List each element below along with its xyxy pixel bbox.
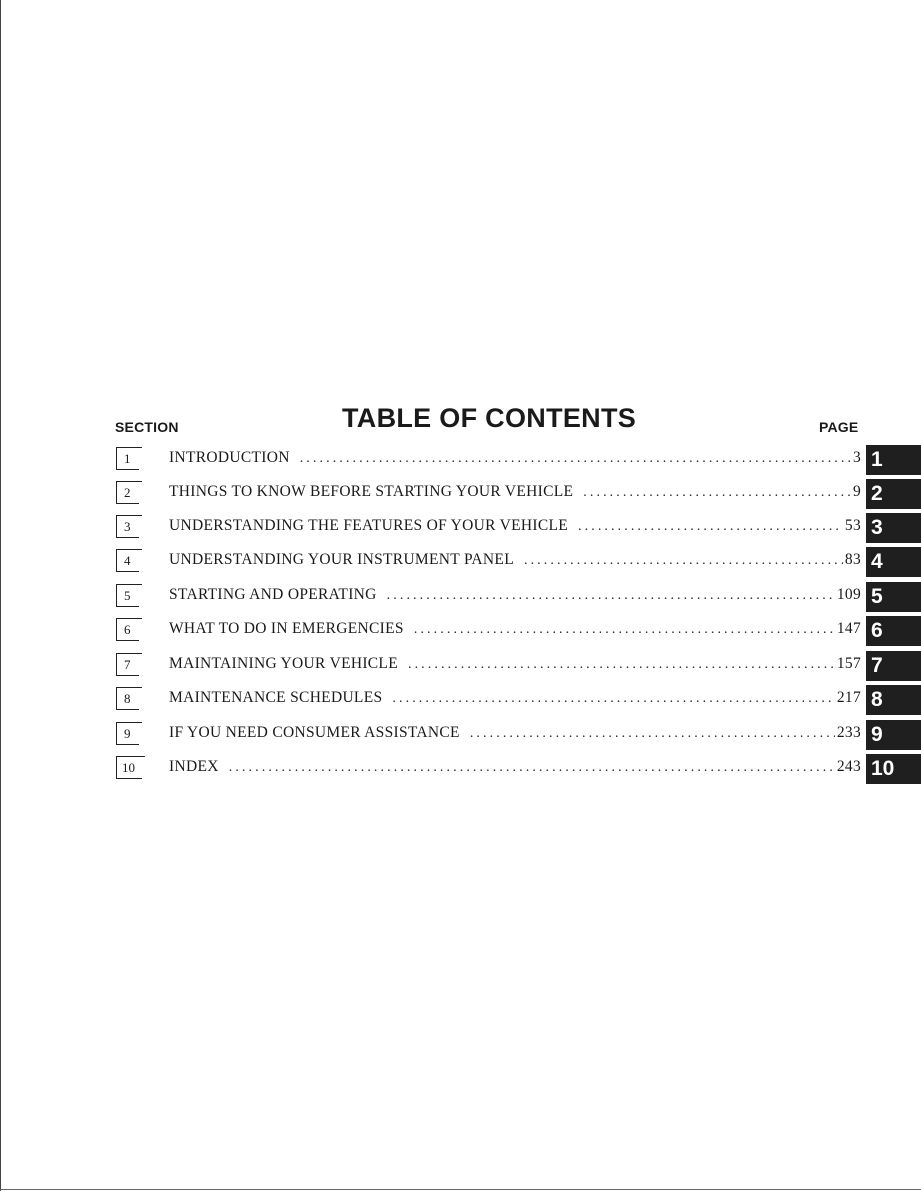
page-column-header: PAGE <box>819 419 859 435</box>
section-number-box: 9 <box>116 722 139 745</box>
toc-entry[interactable] <box>169 517 861 535</box>
dot-leader <box>408 657 835 673</box>
section-tab[interactable]: 7 <box>866 651 921 681</box>
toc-entry[interactable] <box>169 758 861 776</box>
toc-entry[interactable] <box>169 483 861 501</box>
section-number-box: 1 <box>116 447 139 470</box>
dot-leader <box>470 726 835 742</box>
dot-leader <box>229 760 835 776</box>
section-tab[interactable]: 1 <box>866 445 921 475</box>
toc-entry-title[interactable]: IF YOU NEED CONSUMER ASSISTANCE <box>169 724 460 741</box>
toc-entry-title[interactable]: INTRODUCTION <box>169 449 290 466</box>
toc-entry[interactable] <box>169 689 861 707</box>
toc-entry-page[interactable]: 3 <box>852 449 861 466</box>
dot-leader <box>300 451 851 467</box>
toc-entry-title[interactable]: UNDERSTANDING YOUR INSTRUMENT PANEL <box>169 551 514 568</box>
toc-row-introduction[interactable] <box>0 447 921 475</box>
toc-row-understanding-features[interactable] <box>0 515 921 543</box>
page-title: TABLE OF CONTENTS <box>342 403 637 433</box>
toc-entry[interactable] <box>169 724 861 742</box>
section-number-box: 10 <box>116 756 142 779</box>
toc-row-starting-operating[interactable] <box>0 584 921 612</box>
toc-entry-page[interactable]: 147 <box>836 620 861 637</box>
toc-entry-title[interactable]: STARTING AND OPERATING <box>169 586 377 603</box>
section-tab[interactable]: 5 <box>866 582 921 612</box>
dot-leader <box>578 519 843 535</box>
toc-entry-page[interactable]: 233 <box>836 724 861 741</box>
toc-entry-title[interactable]: MAINTAINING YOUR VEHICLE <box>169 655 398 672</box>
dot-leader <box>392 691 834 707</box>
toc-entry-title[interactable]: WHAT TO DO IN EMERGENCIES <box>169 620 404 637</box>
toc-entry[interactable] <box>169 655 861 673</box>
toc-row-consumer-assistance[interactable] <box>0 722 921 750</box>
section-number-box: 8 <box>116 687 139 710</box>
toc-entry-title[interactable]: THINGS TO KNOW BEFORE STARTING YOUR VEHICLE <box>169 483 574 500</box>
section-number-box: 5 <box>116 584 139 607</box>
toc-entry-title[interactable]: UNDERSTANDING THE FEATURES OF YOUR VEHICLE <box>169 517 569 534</box>
section-number-box: 4 <box>116 549 139 572</box>
toc-entry-page[interactable]: 53 <box>844 517 861 534</box>
toc-entry[interactable] <box>169 620 861 638</box>
dot-leader <box>414 622 835 638</box>
toc-entry-page[interactable]: 9 <box>852 483 861 500</box>
toc-row-maintenance-schedules[interactable] <box>0 687 921 715</box>
section-tab[interactable]: 6 <box>866 616 921 646</box>
toc-entry-page[interactable]: 109 <box>836 586 861 603</box>
toc-entry-page[interactable]: 157 <box>836 655 861 672</box>
toc-row-index[interactable] <box>0 756 921 784</box>
section-tab[interactable]: 2 <box>866 479 921 509</box>
toc-entry-page[interactable]: 217 <box>836 689 861 706</box>
section-column-header: SECTION <box>115 419 179 435</box>
section-number-box: 3 <box>116 515 139 538</box>
toc-entry-page[interactable]: 243 <box>836 758 861 775</box>
toc-entry[interactable] <box>169 551 861 569</box>
section-tab[interactable]: 3 <box>866 513 921 543</box>
dot-leader <box>583 485 851 501</box>
section-tab[interactable]: 4 <box>866 547 921 577</box>
dot-leader <box>387 588 835 604</box>
toc-entry[interactable] <box>169 586 861 604</box>
section-number-box: 2 <box>116 481 139 504</box>
section-tab[interactable]: 10 <box>866 754 921 784</box>
toc-entry-title[interactable]: INDEX <box>169 758 219 775</box>
section-number-box: 7 <box>116 653 139 676</box>
toc-row-instrument-panel[interactable] <box>0 549 921 577</box>
section-number-box: 6 <box>116 618 139 641</box>
toc-entry-page[interactable]: 83 <box>844 551 861 568</box>
toc-row-emergencies[interactable] <box>0 618 921 646</box>
toc-entry-title[interactable]: MAINTENANCE SCHEDULES <box>169 689 383 706</box>
section-tab[interactable]: 8 <box>866 685 921 715</box>
section-tab[interactable]: 9 <box>866 720 921 750</box>
toc-row-maintaining[interactable] <box>0 653 921 681</box>
dot-leader <box>524 553 843 569</box>
toc-row-things-to-know[interactable] <box>0 481 921 509</box>
toc-entry[interactable] <box>169 449 861 467</box>
